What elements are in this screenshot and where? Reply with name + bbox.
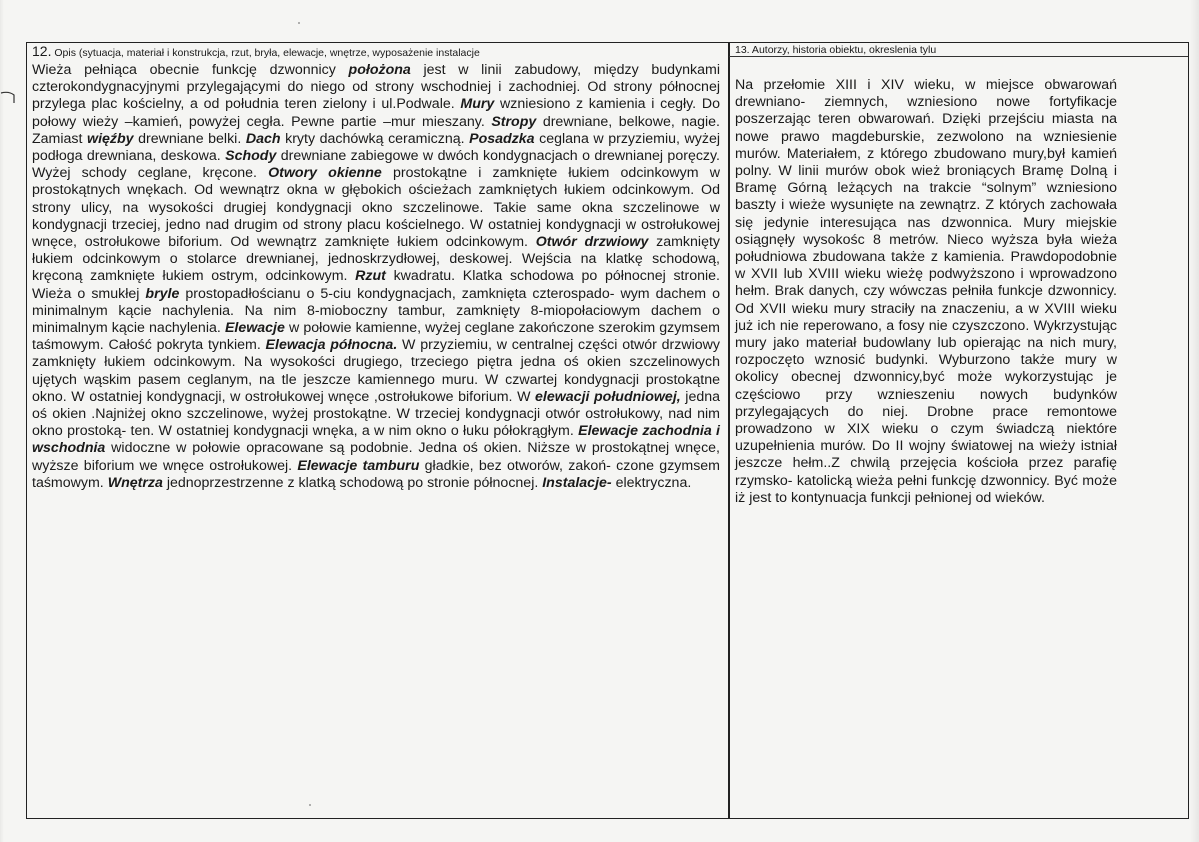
section12-text: jednoprzestrzenne z klatką schodową po stronie północnej. xyxy=(162,474,543,491)
section12-text: jedna oś okien .Najniżej okno szczelinowe, wyżej prostokątne. W trzeciej kondygnacji otwór ostrołukowy, nad nim okno prostoką- ten. W ostatniej kondygnacji wnęka, a w nim okno o łuku półokrągłym. xyxy=(32,388,720,440)
section12-term: Mury xyxy=(460,96,495,113)
section12-subtitle: (sytuacja, materiał i konstrukcja, rzut, bryła, elewacje, wnętrze, wyposażenie instalacje xyxy=(78,47,480,59)
section12-text: wzniesiono z kamienia i cegły. Do połowy wieży –kamień, powyżej cegła. Pewne partie –mur mieszany. xyxy=(32,96,720,130)
section12-title: Opis xyxy=(54,47,76,59)
section12-term: Otwory okienne xyxy=(268,165,382,182)
section12-text: zamknięty łukiem odcinkowym o stolarce drewnianej, jednoskrzydłowej, deskowej. Wejścia na klatkę schodową, kręconą zamknięte łukiem ostrym, odcinkowym. xyxy=(32,234,720,285)
section12-term: Wnętrza xyxy=(107,474,163,491)
section12-text: drewniane zabiegowe w dwóch kondygnacjach o drewnianej poręczy. Wyżej schody ceglane, kręcone. xyxy=(32,148,721,182)
section12-description xyxy=(32,44,720,492)
section12-text: prostopadłościanu o 5-ciu kondygnacjach, zamknięta czterospado- wym dachem o minimalnym kącie nachylenia. Na nim 8-mioboczny tambur, zamknięty 8-miopołaciowym dachem o minimalnym kącie nachylenia. xyxy=(32,285,720,337)
section12-number: 12. xyxy=(32,43,52,59)
section12-term: Stropy xyxy=(491,113,537,130)
section12-term: Rzut xyxy=(355,268,386,285)
section12-term: Elewacje xyxy=(224,320,285,337)
section12-text: elektryczna. xyxy=(611,474,692,491)
section12-text: kryty dachówką ceramiczną. xyxy=(280,130,470,147)
section12-term: elewacji południowej, xyxy=(535,388,681,405)
scan-mark xyxy=(0,90,18,104)
section12-text: jest w linii zabudowy, między budynkami czterokondygnacyjnymi przylegającymi do niego od strony wschodniej i zachodniej. Od strony północnej przylega plac kościelny, a od południa teren zielony i ul.Podwale. xyxy=(32,62,721,113)
section12-term: Schody xyxy=(225,148,277,165)
section12-term: Posadzka xyxy=(469,130,535,147)
section12-term: bryle xyxy=(145,285,180,302)
section12-heading xyxy=(32,44,720,61)
section12-text: widoczne w połowie opracowane są podobnie. Jedna oś okien. Niższe w prostokątnej wnęce, wyższe biforium we wnęce ostrołukowej. xyxy=(32,440,720,474)
section12-text: w połowie kamienne, wyżej ceglane zakończone szerokim gzymsem taśmowym. Całość pokryta tynkiem. xyxy=(32,320,720,354)
section12-term: Instalacje- xyxy=(542,474,612,491)
section12-text: drewniane belki. xyxy=(133,130,246,147)
section13-heading: 13. Autorzy, historia obiektu, okreslenia tylu xyxy=(735,44,937,56)
section12-body xyxy=(32,62,720,492)
section13-history xyxy=(735,44,1117,507)
section12-text: drewniane, belkowe, nagie. Zamiast xyxy=(32,113,720,147)
scan-speck xyxy=(298,22,300,24)
section12-term: więźby xyxy=(87,130,134,147)
section12-text: gładkie, bez otworów, zakoń- czone gzymsem taśmowym. xyxy=(32,457,720,491)
column-divider xyxy=(728,42,730,819)
section12-term: Dach xyxy=(245,130,281,147)
section12-text: ceglana w przyziemiu, wyżej podłoga drewniana, deskowa. xyxy=(32,130,720,165)
section12-term: położona xyxy=(348,62,411,78)
section12-text: Wieża pełniąca obecnie funkcję dzwonnicy xyxy=(32,62,349,78)
section12-term: Elewacje zachodnia i wschodnia xyxy=(32,423,720,457)
section12-text: prostokątne i zamknięte łukiem odcinkowym w prostokątnych wnękach. Od wewnątrz okna w głębokich ościeżach zamkniętych łukiem odcinkowym. Od strony ulicy, na wysokości drugiej kondygnacji okno szczelinowe. Takie same okna szczelinowe w kondygnacji trzeciej, jedno nad drugim od strony placu kościelnego. W ostatniej kondygnacji w ostrołukowej wnęce, ostrołukowe biforium. Od wewnątrz zamknięte łukiem odcinkowym. xyxy=(32,165,720,251)
section12-term: Otwór drzwiowy xyxy=(535,234,649,251)
section12-text: W przyziemiu, w centralnej części otwór drzwiowy zamknięty łukiem odcinkowym. Na wysokości drugiego, trzeciego piętra jedna oś okien szczelinowych ujętych wąskim pasem ceglanym, na tle jeszcze kamiennego muru. W czwartej kondygnacji prostokątne okno. W ostatniej kondygnacji, w ostrołukowej wnęce ,ostrołukowe biforium. W xyxy=(32,337,721,405)
section12-text: kwadratu. Klatka schodowa po północnej stronie. Wieża o smukłej xyxy=(32,268,720,302)
section13-body: Na przełomie XIII i XIV wieku, w miejsce obwarowań drewniano- ziemnych, wzniesiono nowe fortyfikacje poszerzając teren obwarowań. Dzięki przejściu miasta na nowe prawo magdeburskie, zezwolono na wzniesienie murów. Materiałem, z którego zbudowano mury,był kamień polny. W linii murów obok wież broniących Bramę Dolną i Bramę Górną leżących na trakcie “solnym” wzniesiono baszty i wieże wysunięte na zewnątrz. Z których zachowała się jedynie interesująca nas dzwonnica. Mury miejskie osiągnęły wysokośc 8 metrów. Nieco wyższa była wieża południowa zbudowana także z kamienia. Prawdopodobnie w XVII lub XVIII wieku wieżę podwyższono i wprowadzono hełm. Brak danych, czy wówczas pełniła funkcje dzwonnicy. Od XVII wieku mury straciły na znaczeniu, a w XVIII wieku już ich nie reperowano, a fosy nie czyszczono. Wykrzystując mury jako materiał budowlany lub opierając na nich mury, rozpoczęto wznosić budynki. Wyburzono także mury w okolicy obecnej dzwonnicy,być może wykorzystując je częściowo przy wznieszeniu nowych budynków przylegających do niej. Drobne prace remontowe prowadzono w XIX wieku o czym świadczą niektóre uzupełnienia murów. Do II wojny światowej na wieży istniał jeszcze hełm..Z chwilą przejęcia kościoła przez parafię rzymsko- katolicką wieża pełni funkcję dzwonnicy. Być może iż jest to kontynuacja funkcji pełnionej od wieków. xyxy=(735,77,1117,506)
section12-term: Elewacje tamburu xyxy=(297,457,420,474)
section12-term: Elewacja północna. xyxy=(265,337,398,354)
